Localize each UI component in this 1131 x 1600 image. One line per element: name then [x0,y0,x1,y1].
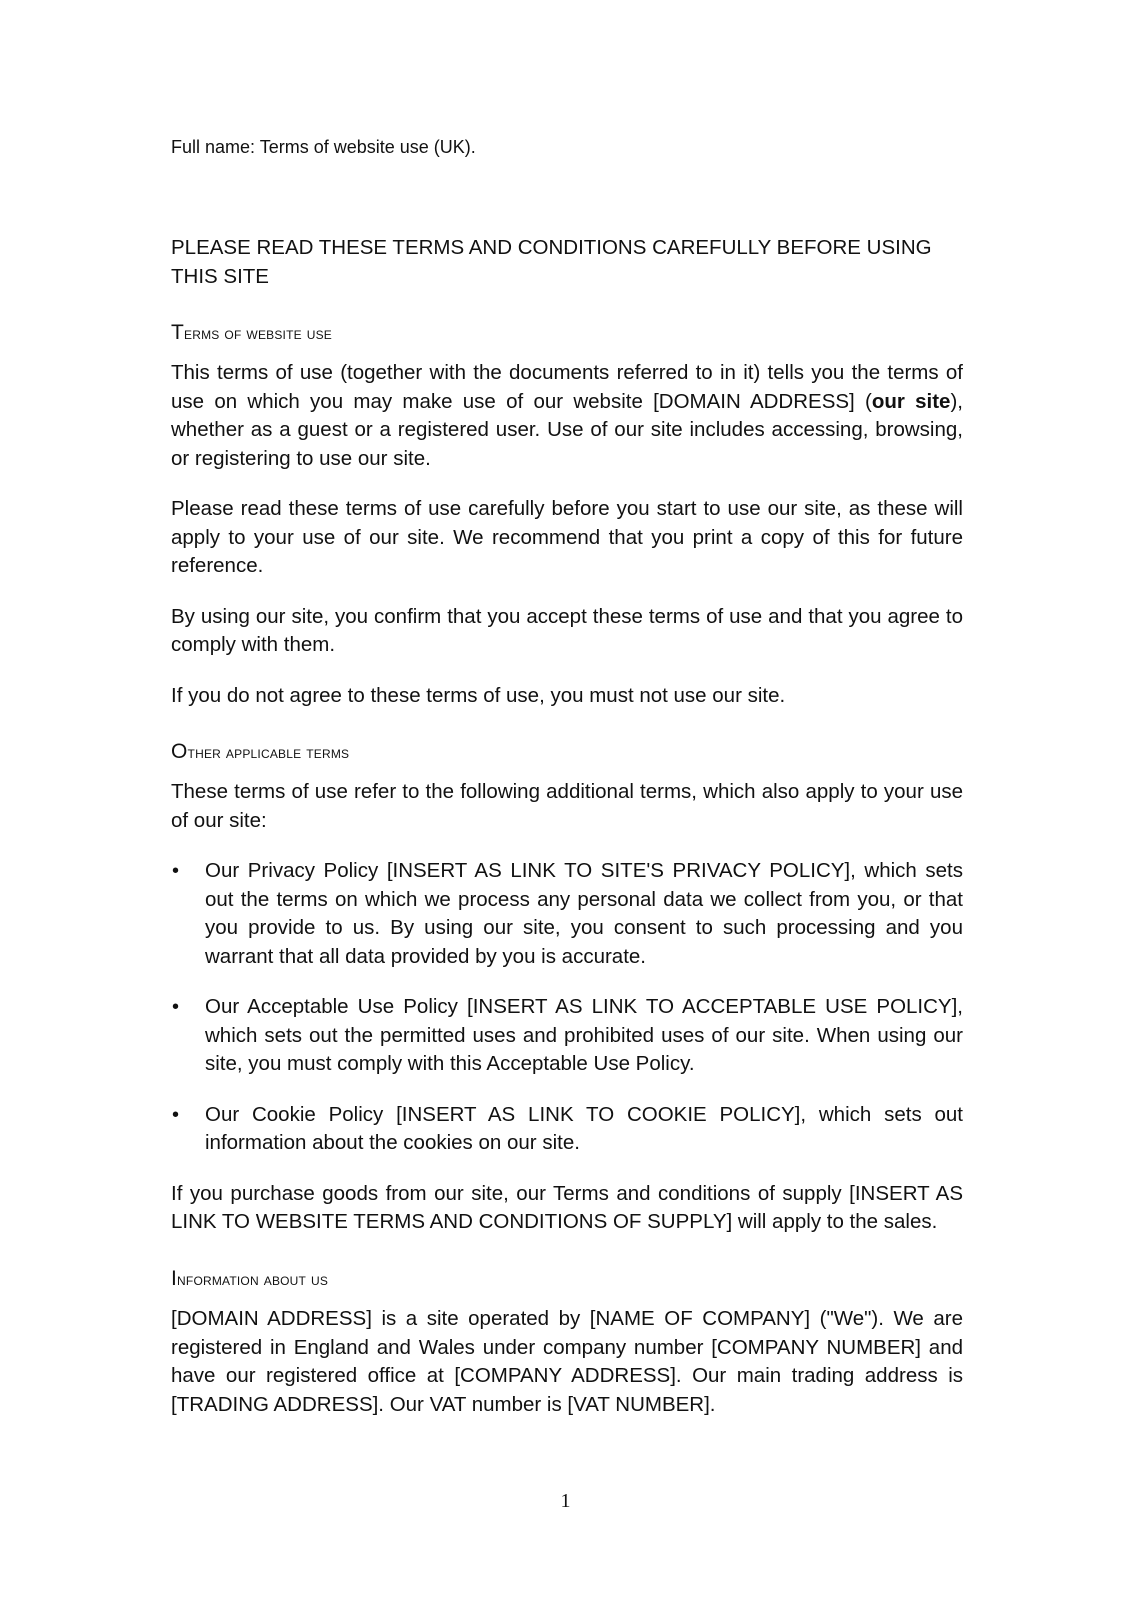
defined-term-our-site: our site [871,389,951,413]
paragraph-text: This terms of use (together with the documents referred to in it) tells you the terms of use on which you may make use of our website [DOMAIN ADDRESS] ( [171,361,963,413]
heading-initial: O [171,740,188,763]
section-terms-of-website-use [171,322,963,732]
heading-rest: nformation about us [177,1270,329,1289]
paragraph-read-carefully: Please read these terms of use carefully before you start to use our site, as these will apply to your use of our site. We recommend that you print a copy of this for future reference. [171,497,963,577]
paragraph-purchase-goods: If you purchase goods from our site, our Terms and conditions of supply [INSERT AS LINK TO WEBSITE TERMS AND CONDITIONS OF SUPPLY] will apply to the sales. [171,1181,963,1233]
list-item-acceptable-use-policy [171,993,963,1079]
bullet-icon: • [172,996,180,1018]
paragraph-other-intro: These terms of use refer to the following additional terms, which also apply to your use of our site: [171,780,963,832]
list-item-privacy-policy [171,857,963,971]
policy-list [171,857,963,1158]
heading-initial: T [171,321,185,344]
bullet-icon: • [172,860,180,882]
heading-rest: erms of website use [184,324,333,343]
section-heading-terms [171,322,963,345]
heading-initial: I [171,1267,178,1290]
list-item-text: Our Acceptable Use Policy [INSERT AS LINK TO ACCEPTABLE USE POLICY], which sets out the permitted uses and prohibited uses of our site. When using our site, you must comply with this Acceptable Use Policy. [205,995,963,1075]
list-item-text: Our Privacy Policy [INSERT AS LINK TO SITE'S PRIVACY POLICY], which sets out the terms on which we process any personal data we collect from you, or that you provide to us. By using our site, you consent to such processing and you warrant that all data provided by you is accurate. [205,859,963,968]
section-information-about-us [171,1268,963,1441]
page-number: 1 [560,1490,571,1512]
page-title: PLEASE READ THESE TERMS AND CONDITIONS CAREFULLY BEFORE USING THIS SITE [171,236,932,288]
paragraph-terms-intro [171,359,963,473]
section-other-applicable-terms [171,741,963,1259]
bullet-icon: • [172,1103,180,1126]
section-heading-info [171,1268,963,1291]
paragraph-text: ), whether as a guest or a registered user. Use of our site includes accessing, browsing, or registering to use our site. [171,389,963,470]
paragraph-company-info: [DOMAIN ADDRESS] is a site operated by [NAME OF COMPANY] ("We"). We are registered in England and Wales under company number [COMPANY NUMBER] and have our registered office at [COMPANY ADDRESS]. Our main trading address is [TRADING ADDRESS]. Our VAT number is [VAT NUMBER]. [171,1307,963,1416]
document-full-name: Full name: Terms of website use (UK). [171,137,476,157]
heading-rest: ther applicable terms [187,743,350,762]
paragraph-confirm-accept: By using our site, you confirm that you accept these terms of use and that you agree to comply with them. [171,604,963,656]
list-item-text: Our Cookie Policy [INSERT AS LINK TO COOKIE POLICY], which sets out information about the cookies on our site. [205,1102,963,1154]
section-heading-other [171,741,963,764]
list-item-cookie-policy [171,1101,963,1158]
paragraph-not-agree: If you do not agree to these terms of use, you must not use our site. [171,683,786,707]
